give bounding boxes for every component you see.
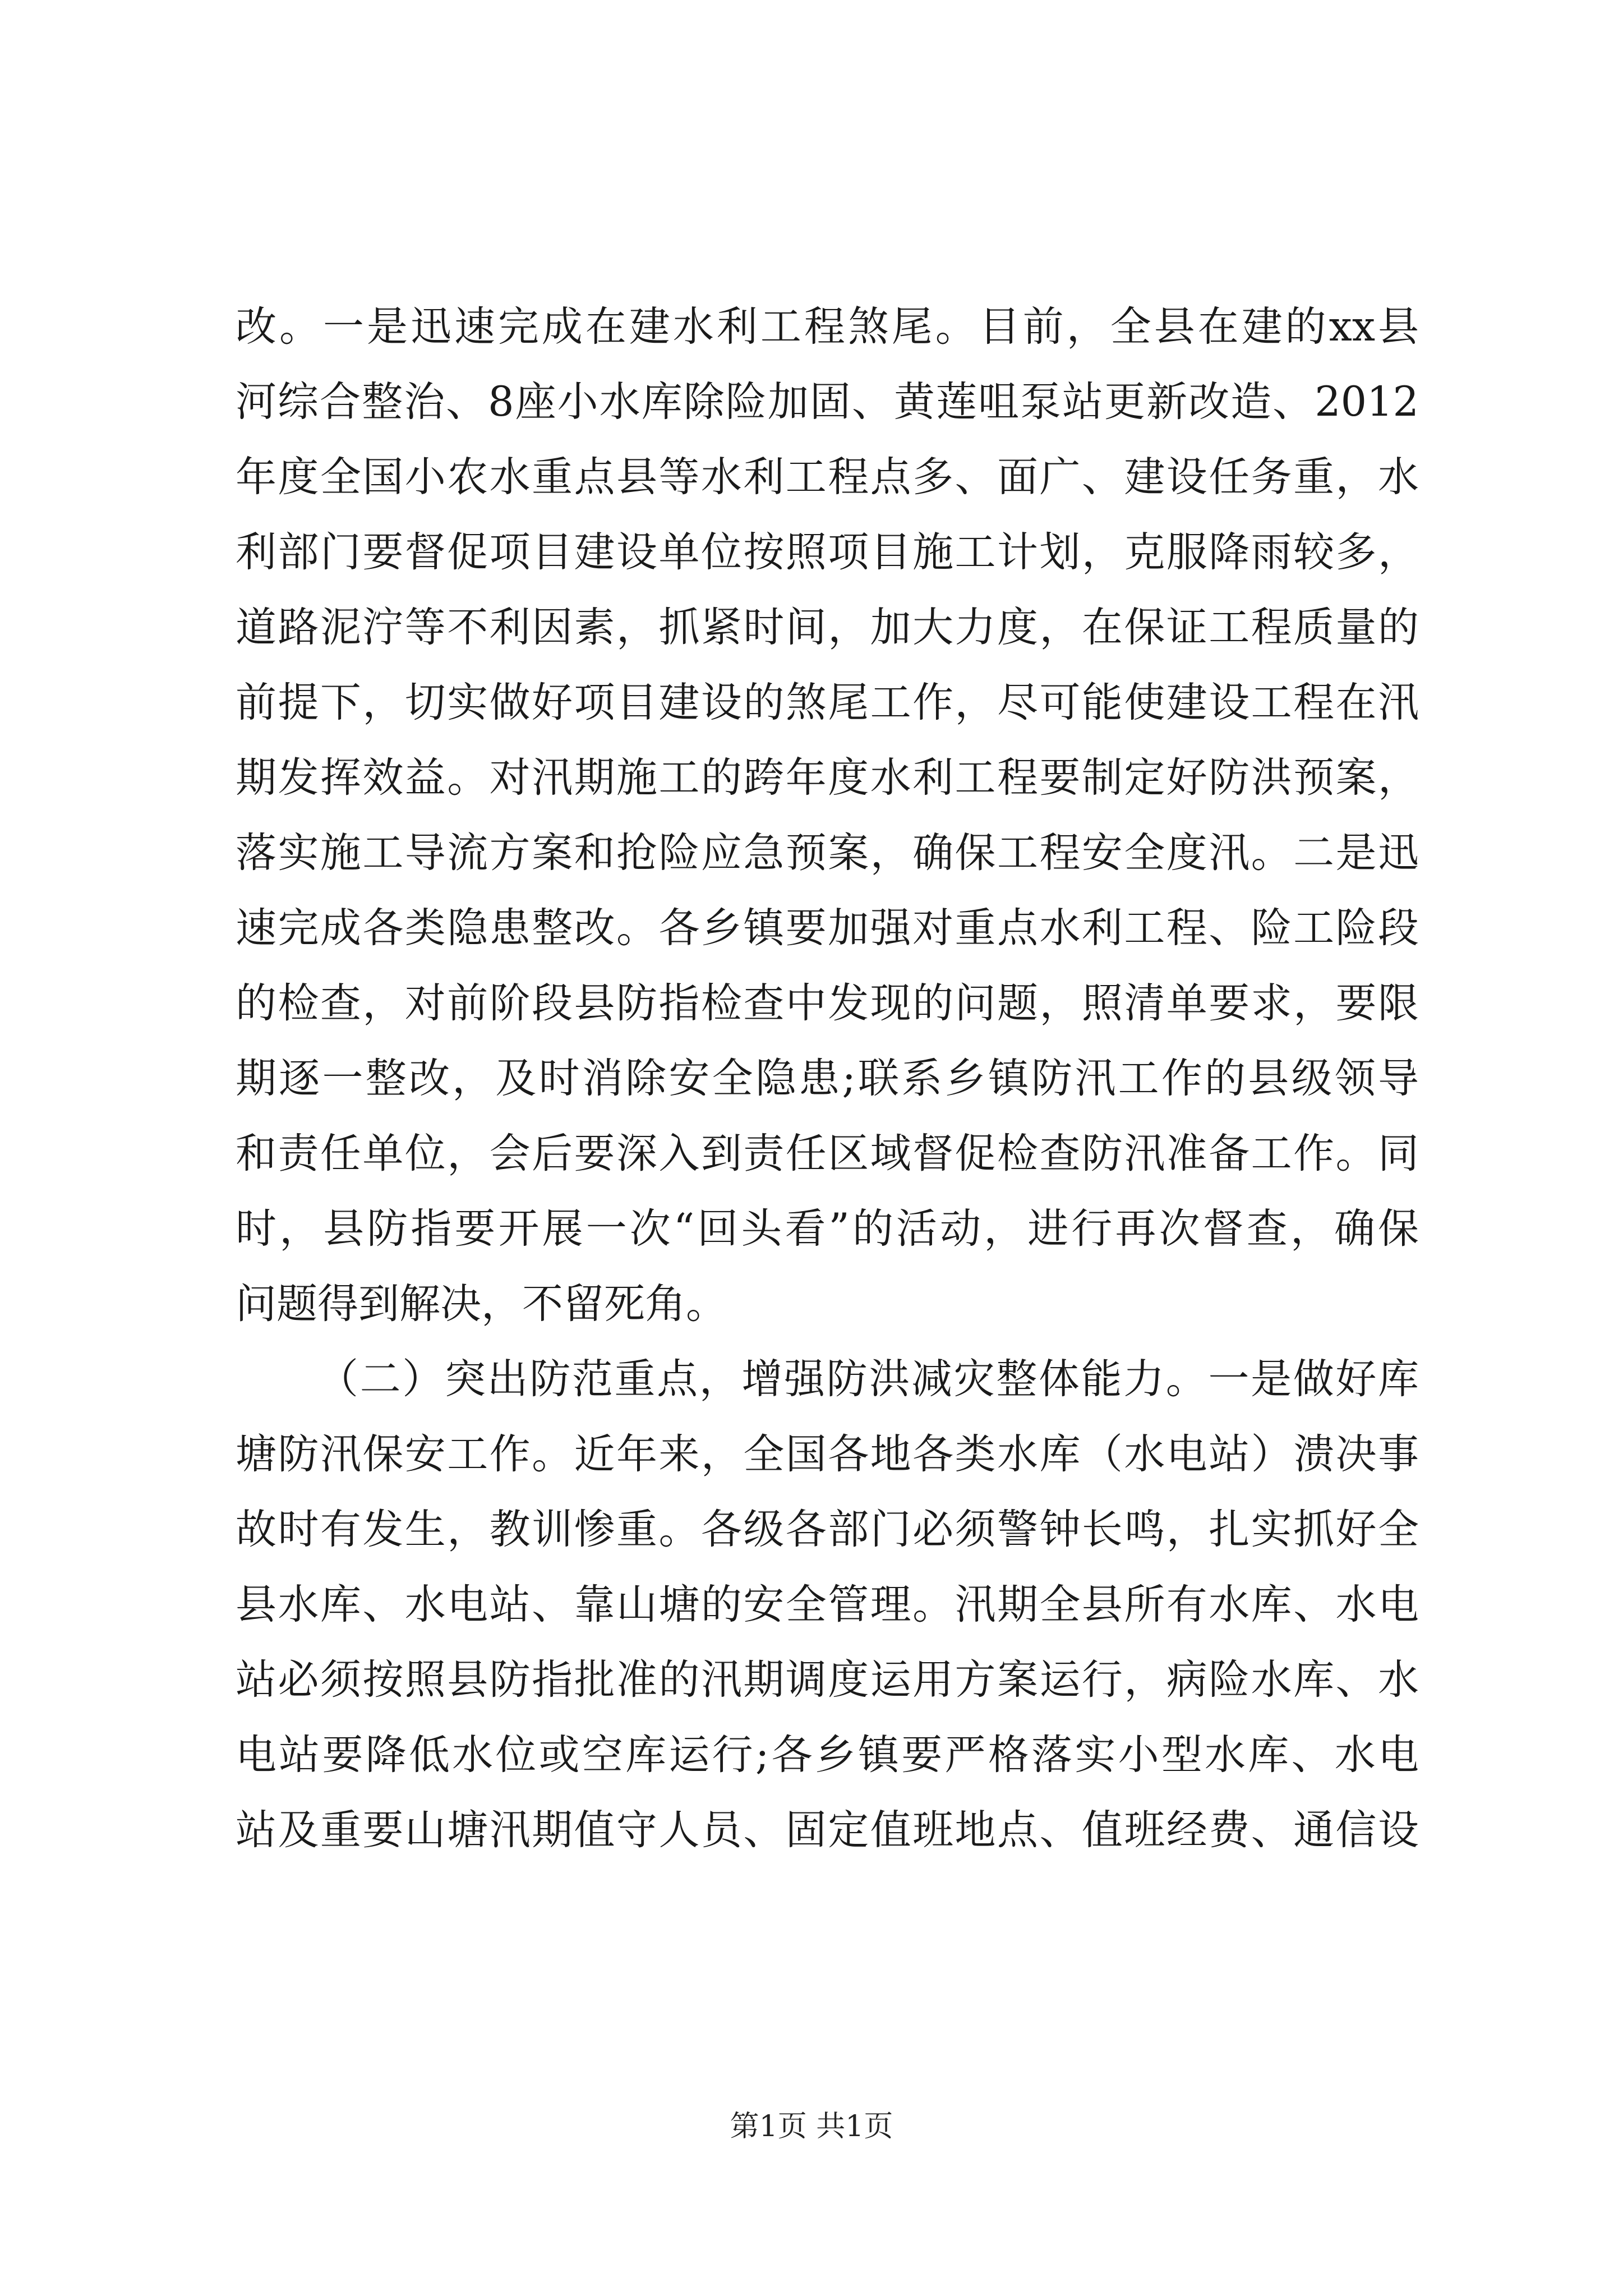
text-line: （二）突出防范重点，增强防洪减灾整体能力。一是做好库	[317, 1355, 1419, 1403]
text-line: 利部门要督促项目建设单位按照项目施工计划，克服降雨较多，	[236, 528, 1419, 576]
text-line: 河综合整治、8座小水库除险加固、黄莲咀泵站更新改造、2012	[236, 378, 1419, 426]
text-line: 落实施工导流方案和抢险应急预案，确保工程安全度汛。二是迅	[236, 829, 1419, 877]
text-line: 电站要降低水位或空库运行;各乡镇要严格落实小型水库、水电	[236, 1731, 1419, 1779]
document-body	[236, 289, 1419, 1868]
text-line: 期逐一整改，及时消除安全隐患;联系乡镇防汛工作的县级领导	[236, 1055, 1419, 1102]
text-line: 的检查，对前阶段县防指检查中发现的问题，照清单要求，要限	[236, 979, 1419, 1027]
text-line: 站及重要山塘汛期值守人员、固定值班地点、值班经费、通信设	[236, 1806, 1419, 1854]
text-line: 站必须按照县防指批准的汛期调度运用方案运行，病险水库、水	[236, 1656, 1419, 1704]
text-line: 改。一是迅速完成在建水利工程煞尾。目前，全县在建的xx县	[236, 303, 1419, 351]
text-line: 期发挥效益。对汛期施工的跨年度水利工程要制定好防洪预案，	[236, 754, 1419, 802]
text-line: 县水库、水电站、靠山塘的安全管理。汛期全县所有水库、水电	[236, 1581, 1419, 1628]
text-line: 故时有发生，教训惨重。各级各部门必须警钟长鸣，扎实抓好全	[236, 1506, 1419, 1553]
text-line: 和责任单位，会后要深入到责任区域督促检查防汛准备工作。同	[236, 1130, 1419, 1177]
text-line: 道路泥泞等不利因素，抓紧时间，加大力度，在保证工程质量的	[236, 604, 1419, 651]
text-line: 年度全国小农水重点县等水利工程点多、面广、建设任务重，水	[236, 453, 1419, 501]
text-line: 前提下，切实做好项目建设的煞尾工作，尽可能使建设工程在汛	[236, 679, 1419, 726]
text-line: 塘防汛保安工作。近年来，全国各地各类水库（水电站）溃决事	[236, 1430, 1419, 1478]
text-line: 问题得到解决，不留死角。	[236, 1280, 727, 1328]
text-line: 时，县防指要开展一次“回头看”的活动，进行再次督查，确保	[236, 1205, 1419, 1253]
page-footer: 第1页 共1页	[730, 2110, 893, 2143]
text-line: 速完成各类隐患整改。各乡镇要加强对重点水利工程、险工险段	[236, 904, 1419, 952]
